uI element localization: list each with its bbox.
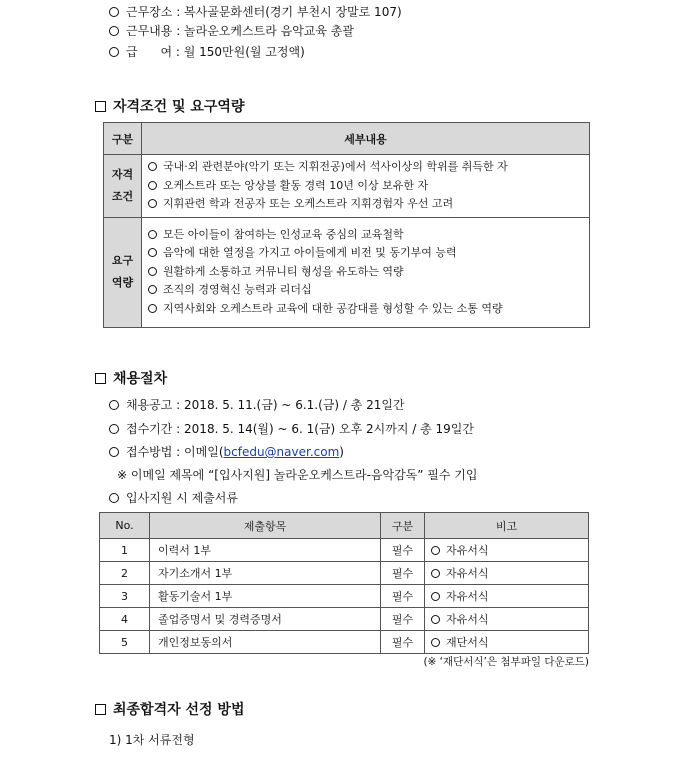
list-item: 원활하게 소통하고 커뮤니티 형성을 유도하는 역량 — [148, 263, 583, 282]
circle-bullet-icon — [148, 285, 157, 294]
list-item: 모든 아이들이 참여하는 인성교육 중심의 교육철학 — [148, 226, 583, 245]
notice-mark-icon: ※ — [117, 468, 128, 482]
list-item: 조직의 경영혁신 능력과 리더십 — [148, 281, 583, 300]
table-row — [104, 217, 590, 327]
table-row: 2 자기소개서 1부 필수 자유서식 — [100, 562, 589, 585]
circle-bullet-icon — [109, 47, 119, 57]
circle-bullet-icon — [148, 267, 157, 276]
documents-footnote: (※ ‘재단서식’은 첨부파일 다운로드) — [423, 656, 589, 668]
table-header-category: 구분 — [104, 123, 142, 155]
row-content — [142, 217, 590, 327]
row-label-qualification: 자격 조건 — [104, 155, 142, 218]
circle-bullet-icon — [431, 615, 440, 624]
table-header-type: 구분 — [381, 513, 425, 539]
table-header-detail: 세부내용 — [142, 123, 590, 155]
square-bullet-icon — [95, 373, 106, 384]
procedure-receipt: 접수기간 : 2018. 5. 14(월) ~ 6. 1(금) 오후 2시까지 / 총 19일간 — [109, 420, 474, 437]
table-header-note: 비고 — [425, 513, 589, 539]
circle-bullet-icon — [431, 592, 440, 601]
circle-bullet-icon — [431, 638, 440, 647]
qualification-table — [103, 122, 590, 328]
documents-table — [99, 512, 589, 654]
circle-bullet-icon — [109, 493, 119, 503]
circle-bullet-icon — [148, 248, 157, 257]
circle-bullet-icon — [148, 162, 157, 171]
procedure-notice: ※ 이메일 제목에 “[입사지원] 놀라운오케스트라-음악감독” 필수 기입 — [117, 468, 478, 482]
email-link[interactable]: bcfedu@naver.com — [223, 445, 340, 459]
circle-bullet-icon — [148, 230, 157, 239]
circle-bullet-icon — [109, 447, 119, 457]
list-item: 오케스트라 또는 앙상블 활동 경력 10년 이상 보유한 자 — [148, 177, 583, 196]
list-item: 음악에 대한 열정을 가지고 아이들에게 비전 및 동기부여 능력 — [148, 244, 583, 263]
info-duty: 근무내용 : 놀라운오케스트라 음악교육 총괄 — [109, 22, 354, 39]
circle-bullet-icon — [431, 546, 440, 555]
row-content — [142, 155, 590, 218]
circle-bullet-icon — [109, 26, 119, 36]
table-header-no: No. — [100, 513, 150, 539]
procedure-method: 접수방법 : 이메일(bcfedu@naver.com) — [109, 443, 344, 460]
square-bullet-icon — [95, 704, 106, 715]
section-heading-qualifications: 자격조건 및 요구역량 — [95, 96, 244, 116]
table-row — [104, 155, 590, 218]
circle-bullet-icon — [109, 400, 119, 410]
circle-bullet-icon — [148, 304, 157, 313]
section-heading-procedure: 채용절차 — [95, 368, 167, 388]
table-header-item: 제출항목 — [150, 513, 381, 539]
circle-bullet-icon — [431, 569, 440, 578]
circle-bullet-icon — [148, 199, 157, 208]
section-heading-selection: 최종합격자 선정 방법 — [95, 699, 244, 719]
list-item: 지역사회와 오케스트라 교육에 대한 공감대를 형성할 수 있는 소통 역량 — [148, 300, 583, 319]
circle-bullet-icon — [109, 7, 119, 17]
table-row: 1 이력서 1부 필수 자유서식 — [100, 539, 589, 562]
table-row: 4 졸업증명서 및 경력증명서 필수 자유서식 — [100, 608, 589, 631]
circle-bullet-icon — [148, 181, 157, 190]
list-item: 국내·외 관련분야(악기 또는 지휘전공)에서 석사이상의 학위를 취득한 자 — [148, 158, 583, 177]
square-bullet-icon — [95, 101, 106, 112]
info-salary: 급 여 : 월 150만원(월 고정액) — [109, 43, 305, 60]
procedure-announce: 채용공고 : 2018. 5. 11.(금) ~ 6.1.(금) / 총 21일간 — [109, 396, 405, 413]
info-location: 근무장소 : 복사골문화센터(경기 부천시 장말로 107) — [109, 3, 402, 20]
row-label-competency: 요구 역량 — [104, 217, 142, 327]
table-row: 3 활동기술서 1부 필수 자유서식 — [100, 585, 589, 608]
selection-step1: 1) 1차 서류전형 — [109, 733, 195, 747]
table-row: 5 개인정보동의서 필수 재단서식 — [100, 631, 589, 654]
procedure-docs-title: 입사지원 시 제출서류 — [109, 489, 238, 506]
list-item: 지휘관련 학과 전공자 또는 오케스트라 지휘경험자 우선 고려 — [148, 195, 583, 214]
circle-bullet-icon — [109, 424, 119, 434]
